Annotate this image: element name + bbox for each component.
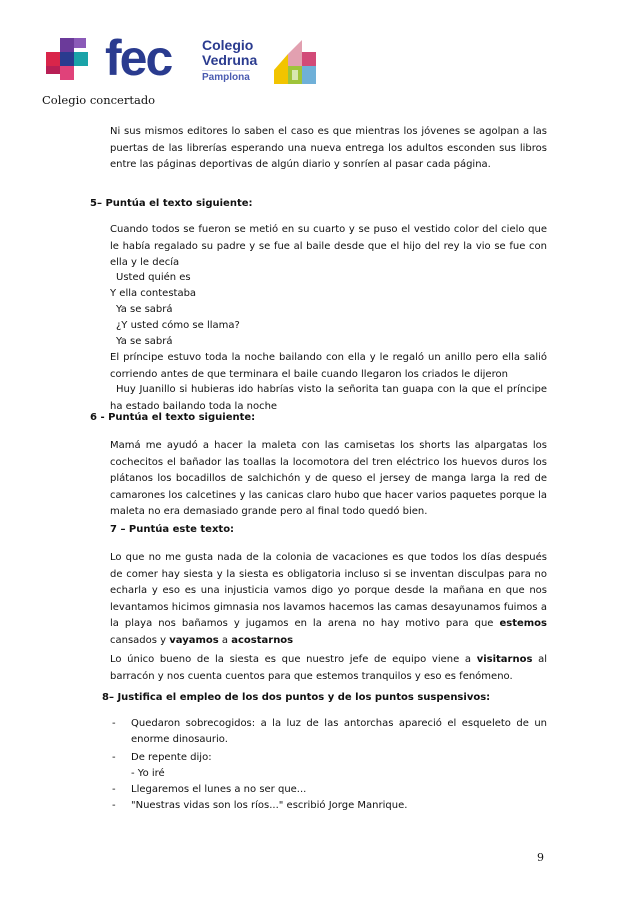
exercise-8-heading: 8– Justifica el empleo de los dos puntos y de los puntos suspensivos:: [102, 692, 491, 703]
fec-logo-icon: [42, 38, 100, 82]
exercise-5-paragraph-3: Huy Juanillo si hubieras ido habrías visto la señorita tan guapa con la que el príncipe ha estado bailando toda la noche: [110, 384, 547, 412]
school-name-block: [202, 38, 257, 85]
ex7-text-a: Lo que no me gusta nada de la colonia de vacaciones es que todos los días después de comer hay siesta y la siesta es obligatoria incluso si se inventan disculpas para no echarla y eso es una injusticia vamos digo yo porque desde la mañana en que nos levantamos hicimos gimnasia nos lavamos hacemos las camas desayunamos fuimos a la playa nos bañamos y jugamos en la arena no hay motivo para que: [110, 552, 547, 629]
exercise-5-line-1: Usted quién es: [116, 272, 191, 283]
exercise-5-line-4: ¿Y usted cómo se llama?: [116, 320, 240, 331]
fec-wordmark: fec: [105, 30, 172, 86]
exercise-7-heading: 7 – Puntúa este texto:: [110, 524, 235, 535]
exercise-5-heading: 5– Puntúa el texto siguiente:: [90, 198, 253, 209]
exercise-5-line-3: Ya se sabrá: [116, 304, 173, 315]
page-header: [0, 0, 638, 110]
exercise-7-paragraph-2: [110, 652, 547, 685]
exercise-5-paragraph-1: Cuando todos se fueron se metió en su cuarto y se puso el vestido color del cielo que le había regalado su padre y se fue al baile desde que el hijo del rey la vio se fue con ella y le decía: [110, 224, 547, 268]
vedruna-emblem-icon: [272, 40, 320, 86]
list-dash: -: [112, 800, 116, 811]
ex7-text-c: cansados y: [110, 634, 170, 646]
list-item-text: De repente dijo:: [131, 752, 212, 763]
ex7-p2-text-c: al barracón y nos cuenta cuentos para que estemos tranquilos y eso es fenómeno.: [110, 654, 547, 682]
school-line-1: Colegio: [202, 37, 254, 53]
list-dash: -: [112, 784, 116, 795]
ex7-bold-vayamos: vayamos: [169, 634, 219, 646]
school-line-2: Vedruna: [202, 51, 258, 68]
header-subtitle: Colegio concertado: [42, 93, 156, 107]
exercise-5-line-5: Ya se sabrá: [116, 336, 173, 347]
ex7-text-d: a: [218, 634, 232, 646]
intro-paragraph: Ni sus mismos editores lo saben el caso es que mientras los jóvenes se agolpan a las puertas de las librerías esperando una nueva entrega los adultos esconden sus libros entre las páginas deportivas de algún diario y sonríen al pasar cada página.: [110, 126, 547, 170]
page-number: 9: [537, 851, 544, 864]
ex7-bold-estemos: estemos: [499, 618, 547, 629]
ex7-bold-acostarnos: acostarnos: [231, 634, 294, 646]
exercise-6-heading: 6 - Puntúa el texto siguiente:: [90, 412, 256, 423]
list-dash: -: [112, 752, 116, 763]
ex7-p2-text-a: Lo único bueno de la siesta es que nuestro jefe de equipo viene a: [110, 654, 477, 665]
exercise-7-paragraph-1: [110, 550, 547, 649]
ex7-bold-visitarnos: visitarnos: [476, 654, 533, 665]
exercise-6-paragraph: Mamá me ayudó a hacer la maleta con las camisetas los shorts las alpargatas los cochecitos el bañador las toallas la locomotora del tren eléctrico los huevos duros los plátanos los bocadillos de salchichón y de queso el jersey de manga larga la red de camarones los calcetines y las canicas claro hubo que hacer varios paquetes porque la maleta no era demasiado grande pero al final todo quedó bien.: [110, 440, 547, 517]
list-item-text: "Nuestras vidas son los ríos..." escribió Jorge Manrique.: [131, 800, 408, 811]
exercise-5-paragraph-2: El príncipe estuvo toda la noche bailando con ella y le regaló un anillo pero ella salió corriendo antes de que terminara el baile cuando llegaron los criados le dijeron: [110, 352, 547, 380]
list-item-text: Llegaremos el lunes a no ser que...: [131, 784, 307, 795]
school-line-3: Pamplona: [202, 72, 250, 84]
list-dash: -: [112, 718, 116, 729]
list-item-text: Quedaron sobrecogidos: a la luz de las antorchas apareció el esqueleto de un enorme dinosaurio.: [131, 718, 547, 745]
list-item-subtext: - Yo iré: [131, 768, 165, 779]
exercise-5-line-2: Y ella contestaba: [110, 288, 197, 299]
